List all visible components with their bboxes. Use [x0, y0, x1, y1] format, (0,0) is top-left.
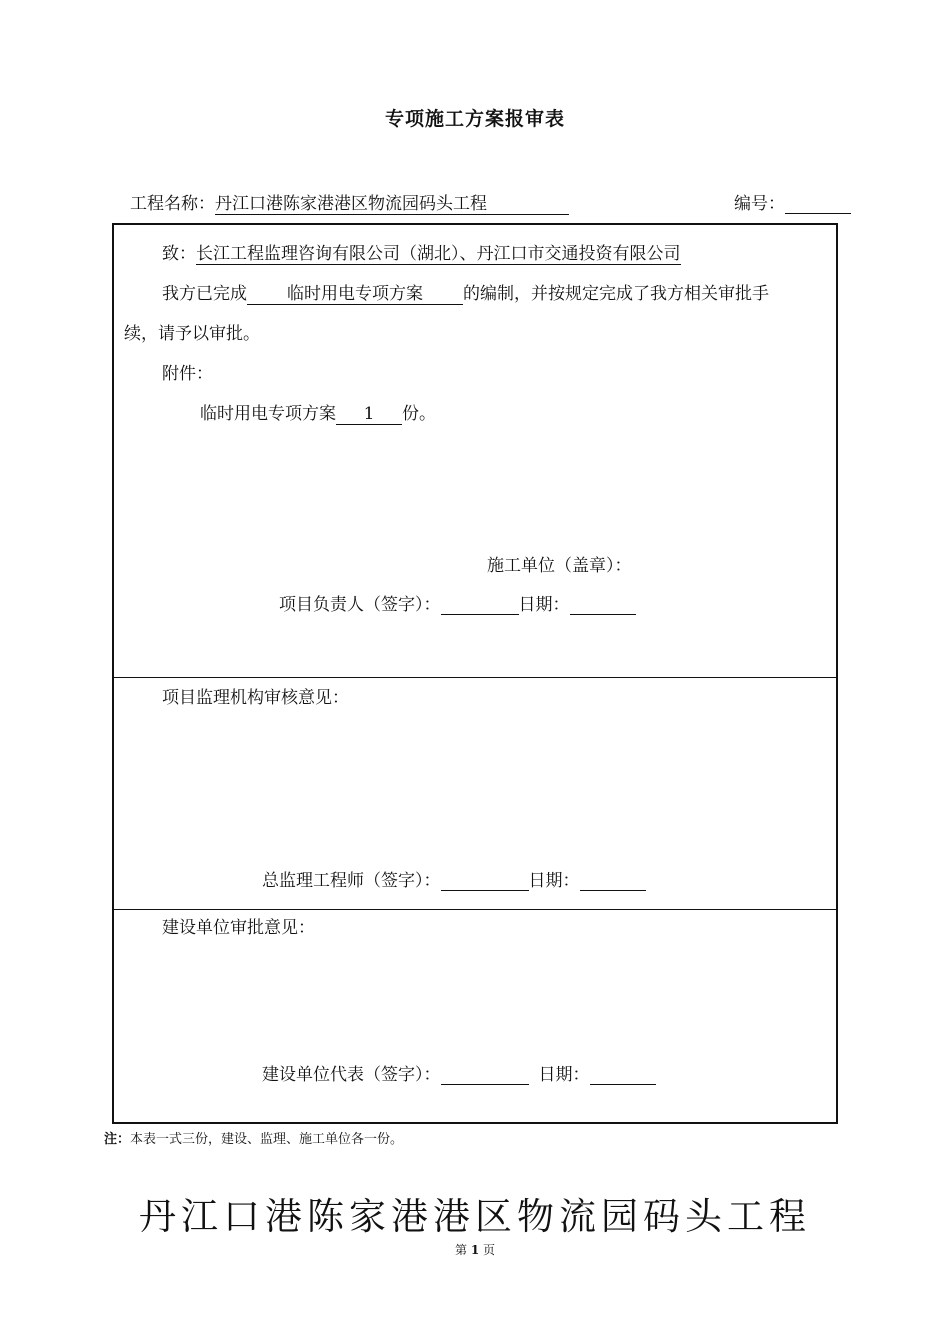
contractor-sign-row — [279, 590, 636, 615]
form-note — [104, 1128, 403, 1147]
supervisor-date-field[interactable] — [580, 890, 646, 891]
owner-opinion-label: 建设单位审批意见： — [162, 918, 315, 938]
supervision-opinion-label: 项目监理机构审核意见： — [162, 688, 349, 708]
attachment-line — [200, 399, 436, 425]
form-title: 专项施工方案报审表 — [384, 108, 565, 130]
completion-prefix: 我方已完成 — [162, 284, 247, 304]
attachment-label: 附件： — [162, 364, 213, 384]
number-field[interactable] — [785, 213, 851, 214]
number-row — [734, 189, 851, 214]
contractor-date-field[interactable] — [570, 614, 636, 615]
supervisor-date-label: 日期： — [528, 871, 580, 891]
owner-date-label: 日期： — [538, 1065, 590, 1085]
page-suffix: 页 — [483, 1243, 496, 1257]
seal-label: 施工单位（盖章）： — [487, 556, 632, 576]
attachment-unit: 份。 — [402, 404, 436, 424]
section-divider-1 — [114, 677, 836, 678]
completion-line — [162, 279, 769, 305]
section-divider-2 — [114, 909, 836, 910]
footer-project-title: 丹江口港陈家港港区物流园码头工程 — [139, 1195, 811, 1238]
note-text: 本表一式三份，建设、监理、施工单位各一份。 — [130, 1132, 404, 1147]
attachment-count: 1 — [336, 404, 402, 425]
project-name-row — [130, 189, 569, 215]
supervisor-sign-field[interactable] — [441, 890, 529, 891]
page-number — [0, 1241, 950, 1258]
note-label: 注： — [104, 1132, 131, 1147]
completion-line-2: 续，请予以审批。 — [124, 324, 260, 344]
supervisor-sign-label: 总监理工程师（签字）： — [262, 871, 441, 891]
supervisor-sign-row — [262, 866, 646, 891]
completion-suffix: 的编制，并按规定完成了我方相关审批手 — [463, 284, 769, 304]
to-label: 致： — [162, 244, 196, 264]
number-label: 编号： — [734, 194, 785, 214]
contractor-sign-field[interactable] — [441, 614, 519, 615]
page-prefix: 第 — [454, 1243, 467, 1257]
to-recipient: 长江工程监理咨询有限公司（湖北）、丹江口市交通投资有限公司 — [196, 244, 681, 264]
owner-sign-row — [262, 1060, 656, 1085]
owner-date-field[interactable] — [590, 1084, 656, 1085]
owner-sign-label: 建设单位代表（签字）： — [262, 1065, 441, 1085]
attachment-item: 临时用电专项方案 — [200, 404, 336, 424]
contractor-date-label: 日期： — [518, 595, 570, 615]
owner-sign-field[interactable] — [441, 1084, 529, 1085]
to-line — [162, 239, 681, 265]
contractor-sign-label: 项目负责人（签字）： — [279, 595, 441, 615]
form-table — [112, 223, 838, 1124]
project-label: 工程名称： — [130, 194, 215, 214]
page-number-value: 1 — [470, 1243, 480, 1257]
plan-name: 临时用电专项方案 — [247, 284, 463, 305]
project-name: 丹江口港陈家港港区物流园码头工程 — [215, 194, 569, 215]
